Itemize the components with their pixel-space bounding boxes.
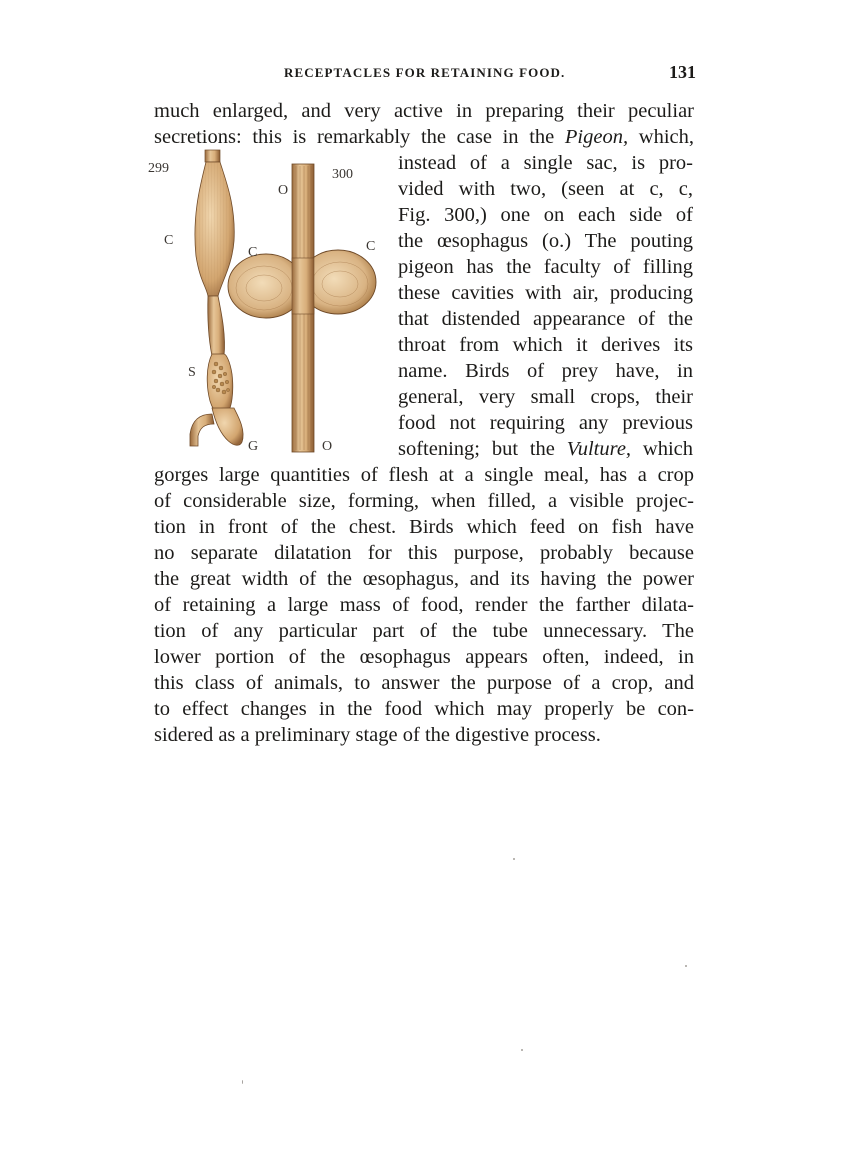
italic-text: Pigeon, [564, 126, 629, 148]
text-line [154, 462, 694, 488]
text-line [154, 98, 694, 124]
text-segment: Fig. 300,) one on each side of [398, 204, 693, 226]
text-line [154, 670, 694, 696]
text-segment: that distended appearance of the [398, 308, 693, 330]
text-segment: these cavities with air, producing [398, 282, 693, 304]
speck [685, 965, 687, 967]
fig-300-drawing [228, 164, 376, 452]
fig-299-label-s: S [188, 365, 196, 380]
text-segment: secretions: this is remarkably the case in the [154, 126, 565, 148]
text-segment: which [631, 438, 693, 460]
text-line [154, 618, 694, 644]
speck [521, 1049, 523, 1051]
fig-300-label-o-bottom: O [322, 439, 333, 454]
text-segment: food not requiring any previous [398, 412, 693, 434]
fig-299-label-c: C [164, 233, 174, 248]
text-segment: general, very small crops, their [398, 386, 693, 408]
figure-engraving [142, 146, 387, 460]
text-segment: name. Birds of prey have, in [398, 360, 693, 382]
text-line [398, 228, 693, 254]
text-segment: which, [628, 126, 694, 148]
text-segment: to effect changes in the food which may properly be con- [154, 698, 694, 720]
text-line [398, 176, 693, 202]
text-line [154, 696, 694, 722]
text-line-last [154, 722, 694, 748]
text-segment: tion of any particular part of the tube unnecessary. The [154, 620, 694, 642]
text-segment: softening; but the [398, 438, 567, 460]
text-segment: vided with two, (seen at c, c, [398, 178, 693, 200]
fig-300-label-c-left: C [248, 245, 258, 260]
text-segment: no separate dilatation for this purpose, probably because [154, 542, 694, 564]
text-line [398, 254, 693, 280]
text-segment: much enlarged, and very active in preparing their peculiar [154, 100, 694, 122]
text-segment: pigeon has the faculty of filling [398, 256, 693, 278]
page-number: 131 [669, 62, 696, 82]
text-line [398, 332, 693, 358]
fig-299-label-g: G [248, 439, 259, 454]
text-segment: of considerable size, forming, when filled, a visible projec- [154, 490, 694, 512]
text-segment: of retaining a large mass of food, render the farther dilata- [154, 594, 694, 616]
text-line [398, 358, 693, 384]
text-line [154, 540, 694, 566]
text-segment: the great width of the œsophagus, and its having the power [154, 568, 694, 590]
fig-300-label-o-top: O [278, 183, 289, 198]
italic-text: Vulture, [566, 438, 632, 460]
text-line [398, 280, 693, 306]
text-segment: instead of a single sac, is pro- [398, 152, 693, 174]
fig-300-number: 300 [332, 167, 353, 182]
text-line [398, 410, 693, 436]
text-segment: gorges large quantities of flesh at a single meal, has a crop [154, 464, 694, 486]
text-line [398, 150, 693, 176]
text-line [398, 306, 693, 332]
text-line [154, 488, 694, 514]
figure-crop-illustration [142, 146, 387, 460]
text-line [398, 436, 693, 462]
fig-299-number: 299 [148, 161, 169, 176]
speck [242, 1080, 243, 1084]
running-head [154, 62, 696, 84]
text-segment: the œsophagus (o.) The pouting [398, 230, 693, 252]
text-segment: sidered as a preliminary stage of the digestive process. [154, 724, 601, 746]
speck [513, 858, 515, 860]
text-line [154, 592, 694, 618]
text-segment: lower portion of the œsophagus appears often, indeed, in [154, 646, 694, 668]
fig-300-label-c-right: C [366, 239, 376, 254]
running-title: RECEPTACLES FOR RETAINING FOOD. [284, 65, 566, 80]
text-line [154, 124, 694, 150]
text-line [398, 202, 693, 228]
text-segment: tion in front of the chest. Birds which feed on fish have [154, 516, 694, 538]
text-segment: throat from which it derives its [398, 334, 693, 356]
text-line [398, 384, 693, 410]
text-segment: this class of animals, to answer the purpose of a crop, and [154, 672, 694, 694]
text-line [154, 566, 694, 592]
text-line [154, 644, 694, 670]
text-line [154, 514, 694, 540]
